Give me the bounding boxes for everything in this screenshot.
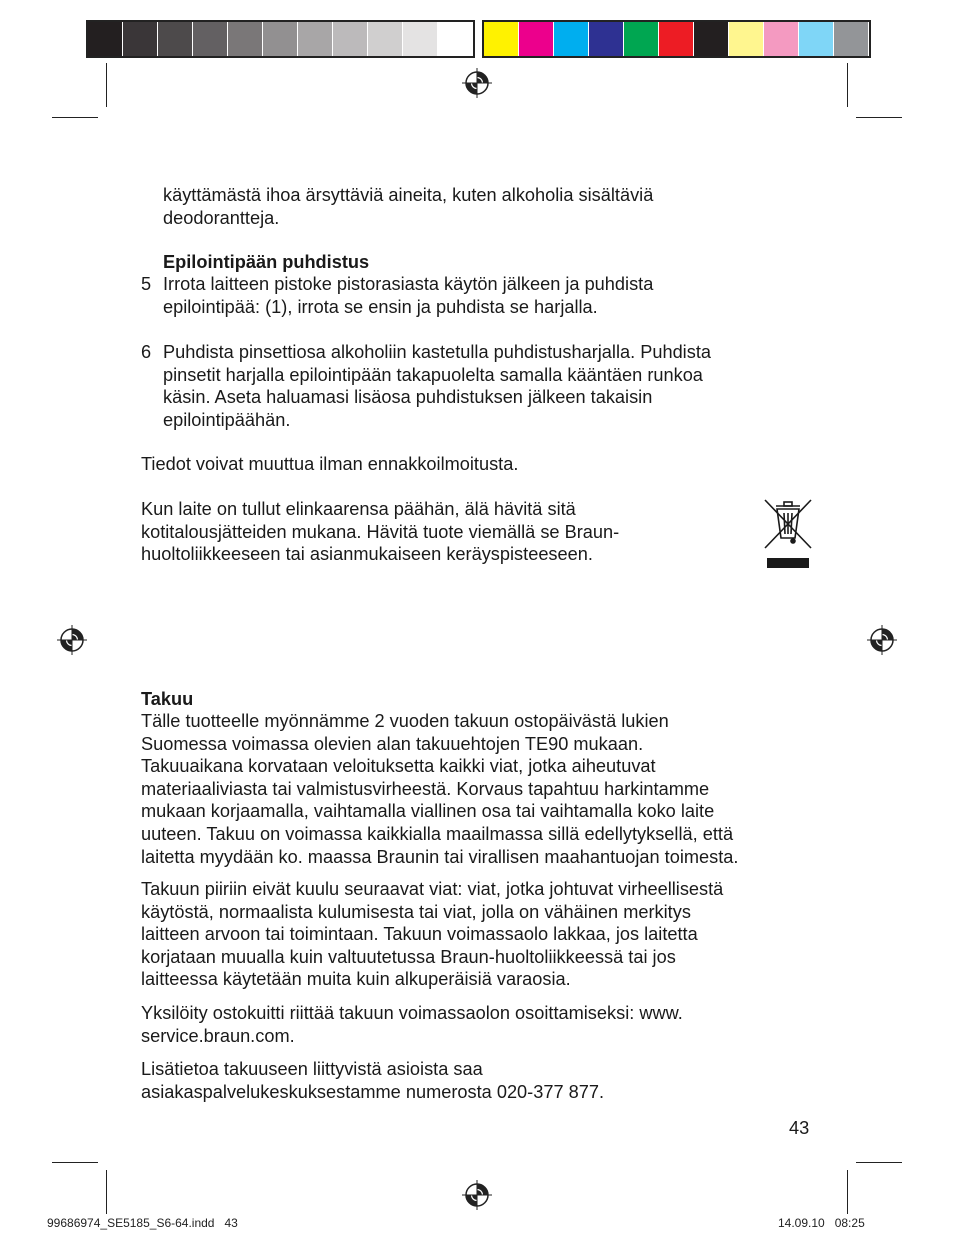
text-line: laitetta myydään ko. maassa Braunin tai virallisen maahantuojan toimesta. [141,846,739,867]
color-swatch [764,22,798,56]
disposal-paragraph [141,498,619,566]
text-line: epilointipäähän. [163,409,291,430]
text-line: kotitalousjätteiden mukana. Hävitä tuote viemällä se Braun- [141,521,620,542]
text-line: asiakaspalvelukeskuksestamme numerosta 020-377 877. [141,1081,605,1102]
text-line: service.braun.com. [141,1025,295,1046]
warranty-paragraph-2 [141,878,723,991]
text-line: Takuuaikana korvataan veloituksetta kaikki viat, jotka aiheutuvat [141,756,656,777]
text-line: käyttämästä ihoa ärsyttäviä aineita, kuten alkoholia sisältäviä [163,185,654,205]
color-swatch [834,22,868,56]
warranty-paragraph-4 [141,1058,604,1103]
crop-mark [52,1162,98,1163]
notice-text: Tiedot voivat muuttua ilman ennakkoilmoitusta. [141,454,519,474]
step-number: 5 [141,274,152,294]
color-swatch [554,22,588,56]
intro-paragraph [163,184,653,229]
text-line: laitteen arvoon tai toimintaan. Takuun voimassaolo lakkaa, jos laitetta [141,924,698,945]
text-line: epilointipää: (1), irrota se ensin ja puhdista se harjalla. [163,296,598,317]
text-line: Kun laite on tullut elinkaarensa päähän, älä hävitä sitä [141,499,576,519]
color-swatch [403,22,437,56]
text-line: deodorantteja. [163,207,280,228]
step-5-text [163,273,653,318]
text-line: Lisätietoa takuuseen liittyvistä asioista saa [141,1059,483,1079]
crop-mark [847,1170,848,1214]
color-swatch [799,22,833,56]
crop-mark [856,1162,902,1163]
color-swatch [484,22,518,56]
footer-date-time: 14.09.10 08:25 [778,1216,865,1230]
warranty-paragraph-3 [141,1002,683,1047]
color-swatch [193,22,227,56]
text-line: materiaaliviasta tai valmistusvirheestä. Korvaus tapahtuu harkintamme [141,778,710,799]
color-swatch [624,22,658,56]
text-line: Yksilöity ostokuitti riittää takuun voimassaolon osoittamiseksi: www. [141,1003,683,1023]
registration-mark-icon [462,1180,492,1210]
text-line: käytöstä, normaalista kulumisesta tai viat, jolla on vähäinen merkitys [141,901,691,922]
crop-mark [106,1170,107,1214]
crossed-out-wheelie-bin-icon [763,498,813,570]
footer-file-name: 99686974_SE5185_S6-64.indd 43 [47,1216,238,1230]
crop-mark [856,117,902,118]
color-swatch [519,22,553,56]
text-line: laitteessa käytetään muita kuin alkuperäisiä varaosia. [141,969,571,990]
text-line: Tälle tuotteelle myönnämme 2 vuoden takuun ostopäivästä lukien [141,711,669,731]
text-line: pinsetit harjalla epilointipään takapuolelta samalla kääntäen runkoa [163,364,703,385]
text-line: Irrota laitteen pistoke pistorasiasta käytön jälkeen ja puhdista [163,274,654,294]
color-swatch [158,22,192,56]
text-line: Suomessa voimassa olevien alan takuuehtojen TE90 mukaan. [141,733,644,754]
crop-mark [106,63,107,107]
warranty-paragraph-1 [141,710,738,868]
page-number: 43 [789,1118,810,1138]
color-swatch [438,22,472,56]
color-swatch [729,22,763,56]
text-line: mukaan korjaamalla, vaihtamalla viallinen osa tai vaihtamalla koko laite [141,801,715,822]
color-swatch [228,22,262,56]
color-swatch [659,22,693,56]
registration-mark-icon [57,625,87,655]
color-swatch [298,22,332,56]
registration-mark-icon [867,625,897,655]
text-line: Takuun piiriin eivät kuulu seuraavat viat: viat, jotka johtuvat virheellisestä [141,879,724,899]
registration-mark-icon [462,68,492,98]
text-line: korjataan muualla kuin valtuutetussa Braun-huoltoliikkeessä tai jos [141,946,676,967]
text-line: käsin. Aseta haluamasi lisäosa puhdistuksen jälkeen takaisin [163,387,653,408]
color-swatch [589,22,623,56]
warranty-heading: Takuu [141,689,194,709]
color-swatch [88,22,122,56]
color-swatch [333,22,367,56]
section-heading: Epilointipään puhdistus [163,252,370,272]
text-line: Puhdista pinsettiosa alkoholiin kastetulla puhdistusharjalla. Puhdista [163,342,711,362]
color-swatch [123,22,157,56]
step-6-text [163,341,711,431]
crop-mark [52,117,98,118]
text-line: uuteen. Takuu on voimassa kaikkialla maailmassa sillä edellytyksellä, että [141,823,734,844]
color-swatch [263,22,297,56]
crop-mark [847,63,848,107]
step-number: 6 [141,342,152,362]
color-swatch [694,22,728,56]
color-swatch [368,22,402,56]
text-line: huoltoliikkeeseen tai asianmukaiseen keräyspisteeseen. [141,544,593,565]
